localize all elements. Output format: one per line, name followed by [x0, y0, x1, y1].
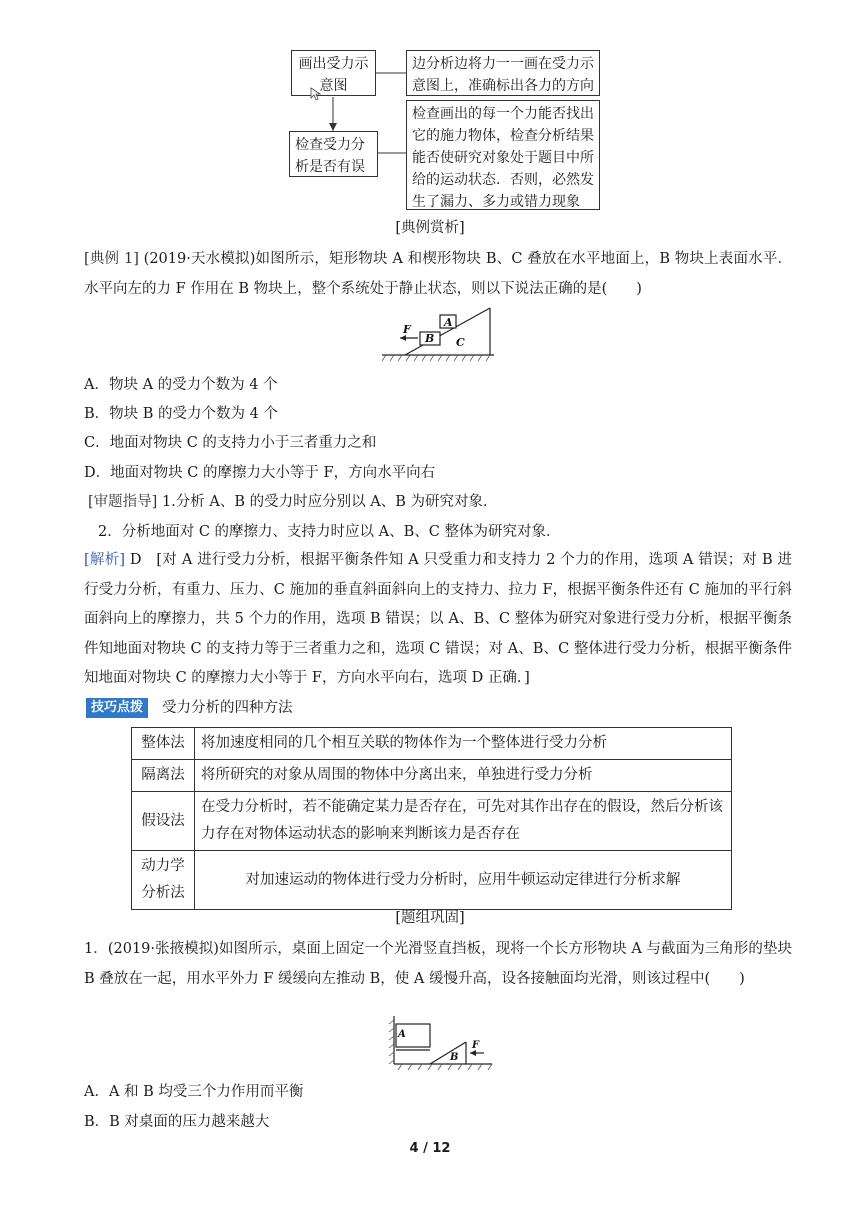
example-source: (2019·天水模拟) — [143, 251, 256, 267]
guide-line-2: 2．分析地面对 C 的摩擦力、支持力时应以 A、B、C 整体为研究对象． — [98, 524, 561, 540]
method-desc: 将加速度相同的几个相互关联的物体作为一个整体进行受力分析 — [195, 728, 732, 760]
flow-box-draw-diagram-text: 画出受力示意图 — [298, 56, 369, 94]
method-desc: 对加速运动的物体进行受力分析时，应用牛顿运动定律进行分析求解 — [195, 851, 732, 910]
example-option-d: D．地面对物块 C 的摩擦力大小等于 F，方向水平向右 — [84, 465, 436, 481]
guide-label: [审题指导] — [88, 494, 158, 510]
method-name: 隔离法 — [132, 760, 195, 792]
tips-tag: 技巧点拨 — [86, 698, 148, 718]
methods-table — [131, 727, 732, 910]
figure-label-c: C — [456, 336, 465, 349]
guide-text-1: 1.分析 A、B 的受力时应分别以 A、B 为研究对象． — [161, 494, 498, 510]
flow-connectors — [280, 45, 610, 215]
table-row — [132, 728, 732, 760]
tips-title: 受力分析的四种方法 — [162, 700, 293, 716]
figure-label-b: B — [425, 332, 435, 345]
table-row — [132, 760, 732, 792]
example-option-a: A．物块 A 的受力个数为 4 个 — [84, 377, 278, 393]
method-desc: 在受力分析时，若不能确定某力是否存在，可先对其作出存在的假设，然后分析该力存在对物体运动状态的影响来判断该力是否存在 — [195, 792, 732, 851]
example-option-b: B．物块 B 的受力个数为 4 个 — [84, 406, 278, 422]
analysis-label: [解析] — [84, 552, 125, 568]
example-text: 如图所示，矩形物块 A 和楔形物块 B、C 叠放在水平地面上，B 物块上表面水平．水平向左的力 F 作用在 B 物块上，整个系统处于静止状态，则以下说法正确的是( ) — [84, 251, 793, 297]
flow-box-check-detail-text: 检查画出的每一个力能否找出它的施力物体，检查分析结果能否使研究对象处于题目中所给的运动状态．否则，必然发生了漏力、多力或错力现象 — [412, 106, 594, 210]
question1-option-a: A．A 和 B 均受三个力作用而平衡 — [84, 1084, 304, 1100]
example-figure — [380, 302, 500, 364]
question1-paragraph: 1．(2019·张掖模拟)如图所示，桌面上固定一个光滑竖直挡板，现将一个长方形物块 A 与截面为三角形的垫块 B 叠放在一起，用水平外力 F 缓缓向左推动 B，使 A 缓慢升高，设各接触面均光滑，则该过程中( ) — [84, 941, 792, 987]
flow-box-draw-forces-text: 边分析边将力一一画在受力示意图上，准确标出各力的方向 — [412, 56, 594, 94]
table-row — [132, 851, 732, 910]
table-row — [132, 792, 732, 851]
figure2-label-b: B — [450, 1052, 459, 1063]
guide-line-1 — [88, 491, 497, 513]
question1-figure — [386, 1012, 498, 1074]
example-paragraph — [84, 245, 792, 304]
example-label: [典例 1] — [84, 251, 139, 267]
analysis-text: D [对 A 进行受力分析，根据平衡条件知 A 只受重力和支持力 2 个力的作用，选项 A 错误；对 B 进行受力分析，有重力、压力、C 施加的垂直斜面斜向上的支持力、拉力 F，根据平衡条件还有 C 施加的平行斜面斜向上的摩擦力，共 5 个力的作用，选项 B 错误；以 A、B、C 整体为研究对象进行受力分析，根据平衡条件知地面对物块 C 的支持力等于三者重力之和，选项 C 错误；对 A、B、C 整体进行受力分析，根据平衡条件知地面对物块 C 的摩擦力大小等于 F，方向水平向右，选项 D 正确．] — [84, 552, 792, 686]
flow-box-check-text: 检查受力分析是否有误 — [295, 137, 365, 175]
figure2-label-f: F — [472, 1040, 480, 1051]
question1-option-b: B．B 对桌面的压力越来越大 — [84, 1114, 270, 1130]
figure-label-a: A — [444, 316, 453, 329]
figure-label-f: F — [403, 323, 411, 336]
method-name: 动力学分析法 — [132, 851, 195, 910]
consolidate-title: [题组巩固] — [395, 910, 465, 926]
method-name: 整体法 — [132, 728, 195, 760]
method-desc: 将所研究的对象从周围的物体中分离出来，单独进行受力分析 — [195, 760, 732, 792]
figure2-label-a: A — [398, 1029, 406, 1040]
method-name: 假设法 — [132, 792, 195, 851]
page-number: 4 / 12 — [409, 1141, 451, 1156]
section-title: [典例赏析] — [395, 220, 465, 236]
example-option-c: C．地面对物块 C 的支持力小于三者重力之和 — [84, 435, 377, 451]
analysis-paragraph — [84, 546, 792, 694]
